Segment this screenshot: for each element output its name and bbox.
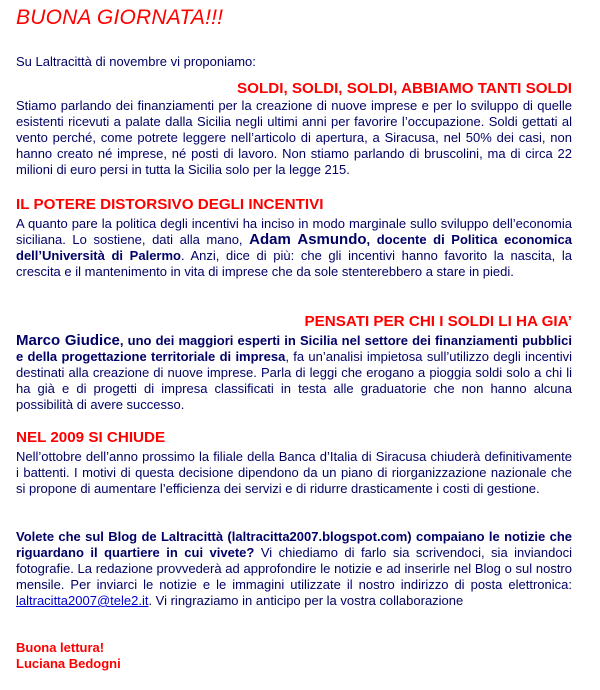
person-role: , uno dei maggiori esperti in Sicilia nel settore dei finanziamenti pubblici e della progettazione territoriale di impresa: [16, 333, 573, 364]
section-incentivi: [16, 196, 572, 280]
intro-text: Su Laltracittà di novembre vi proponiamo:: [16, 54, 256, 69]
section-heading: NEL 2009 SI CHIUDE: [16, 429, 166, 446]
section-heading: IL POTERE DISTORSIVO DEGLI INCENTIVI: [16, 196, 324, 213]
section-pensati: [16, 313, 572, 413]
blog-section: [16, 529, 572, 609]
signature-block: [16, 640, 572, 672]
section-body: Nell’ottobre dell’anno prossimo la filiale della Banca d’Italia di Siracusa chiuderà definitivamente i battenti. I motivi di questa decisione dipendono da un piano di riorganizzazione nazionale che si propone di aumentare l’efficienza dei servizi e di ridurre drasticamente i costi di gestione.: [16, 449, 572, 496]
greeting-title: BUONA GIORNATA!!!: [16, 6, 224, 29]
section-heading: PENSATI PER CHI I SOLDI LI HA GIA’: [304, 313, 572, 330]
section-body: A quanto pare la politica degli incentivi ha inciso in modo marginale sullo sviluppo dell’economia siciliana. Lo sostiene, dati alla mano, Adam Asmundo, docente di Politica economica dell’Università di Palermo. Anzi, dice di più: che gli incentivi hanno favorito la nascita, la crescita e il mantenimento in vita di imprese che da sole stenterebbero a stare in piedi.: [16, 216, 572, 279]
person-name: Adam Asmundo: [249, 231, 367, 248]
person-role: , docente di Politica economica dell’Università di Palermo: [16, 232, 572, 263]
blog-text: Volete che sul Blog de Laltracittà (laltracitta2007.blogspot.com) compaiano le notizie che riguardano il quartiere in cui vivete? Vi chiediamo di farlo sia scrivendoci, sia inviandoci fotografie. La redazione provvederà ad approfondire le notizie e ad inserirle nel Blog o sul nostro mensile. Per inviarci le notizie e le immagini utilizzate il nostro indirizzo di posta elettronica: laltracitta2007@tele2.it. Vi ringraziamo in anticipo per la vostra collaborazione: [16, 529, 572, 608]
signature-name: Luciana Bedogni: [16, 656, 121, 671]
section-body: Marco Giudice, uno dei maggiori esperti in Sicilia nel settore dei finanziamenti pubblici e della progettazione territoriale di impresa, fa un’analisi impietosa sull’utilizzo degli incentivi destinati alla creazione di nuove imprese. Parla di leggi che erogano a pioggia soldi solo a chi li ha già e di progetti di impresa classificati in testa alle graduatorie che non hanno alcuna possibilità di avere successo.: [16, 332, 573, 412]
section-chiude: [16, 429, 572, 497]
blog-question: Volete che sul Blog de Laltracittà (laltracitta2007.blogspot.com) compaiano le notizie che riguardano il quartiere in cui vivete?: [16, 529, 572, 560]
section-heading: SOLDI, SOLDI, SOLDI, ABBIAMO TANTI SOLDI: [237, 80, 572, 97]
section-soldi: [16, 80, 572, 178]
email-link[interactable]: laltracitta2007@tele2.it: [16, 593, 149, 608]
closing-text: Buona lettura!: [16, 640, 105, 655]
person-name: Marco Giudice: [16, 332, 120, 349]
section-body: Stiamo parlando dei finanziamenti per la creazione di nuove imprese e per lo sviluppo di quelle esistenti ricevuti a palate dalla Sicilia negli ultimi anni per favorire l’occupazione. Soldi gettati al vento perché, come potrete leggere nell’articolo di apertura, a Siracusa, nel 50% dei casi, non hanno creato né imprese, né posti di lavoro. Non stiamo parlando di bruscolini, ma di circa 22 milioni di euro persi in tutta la Sicilia solo per la legge 215.: [16, 98, 572, 177]
